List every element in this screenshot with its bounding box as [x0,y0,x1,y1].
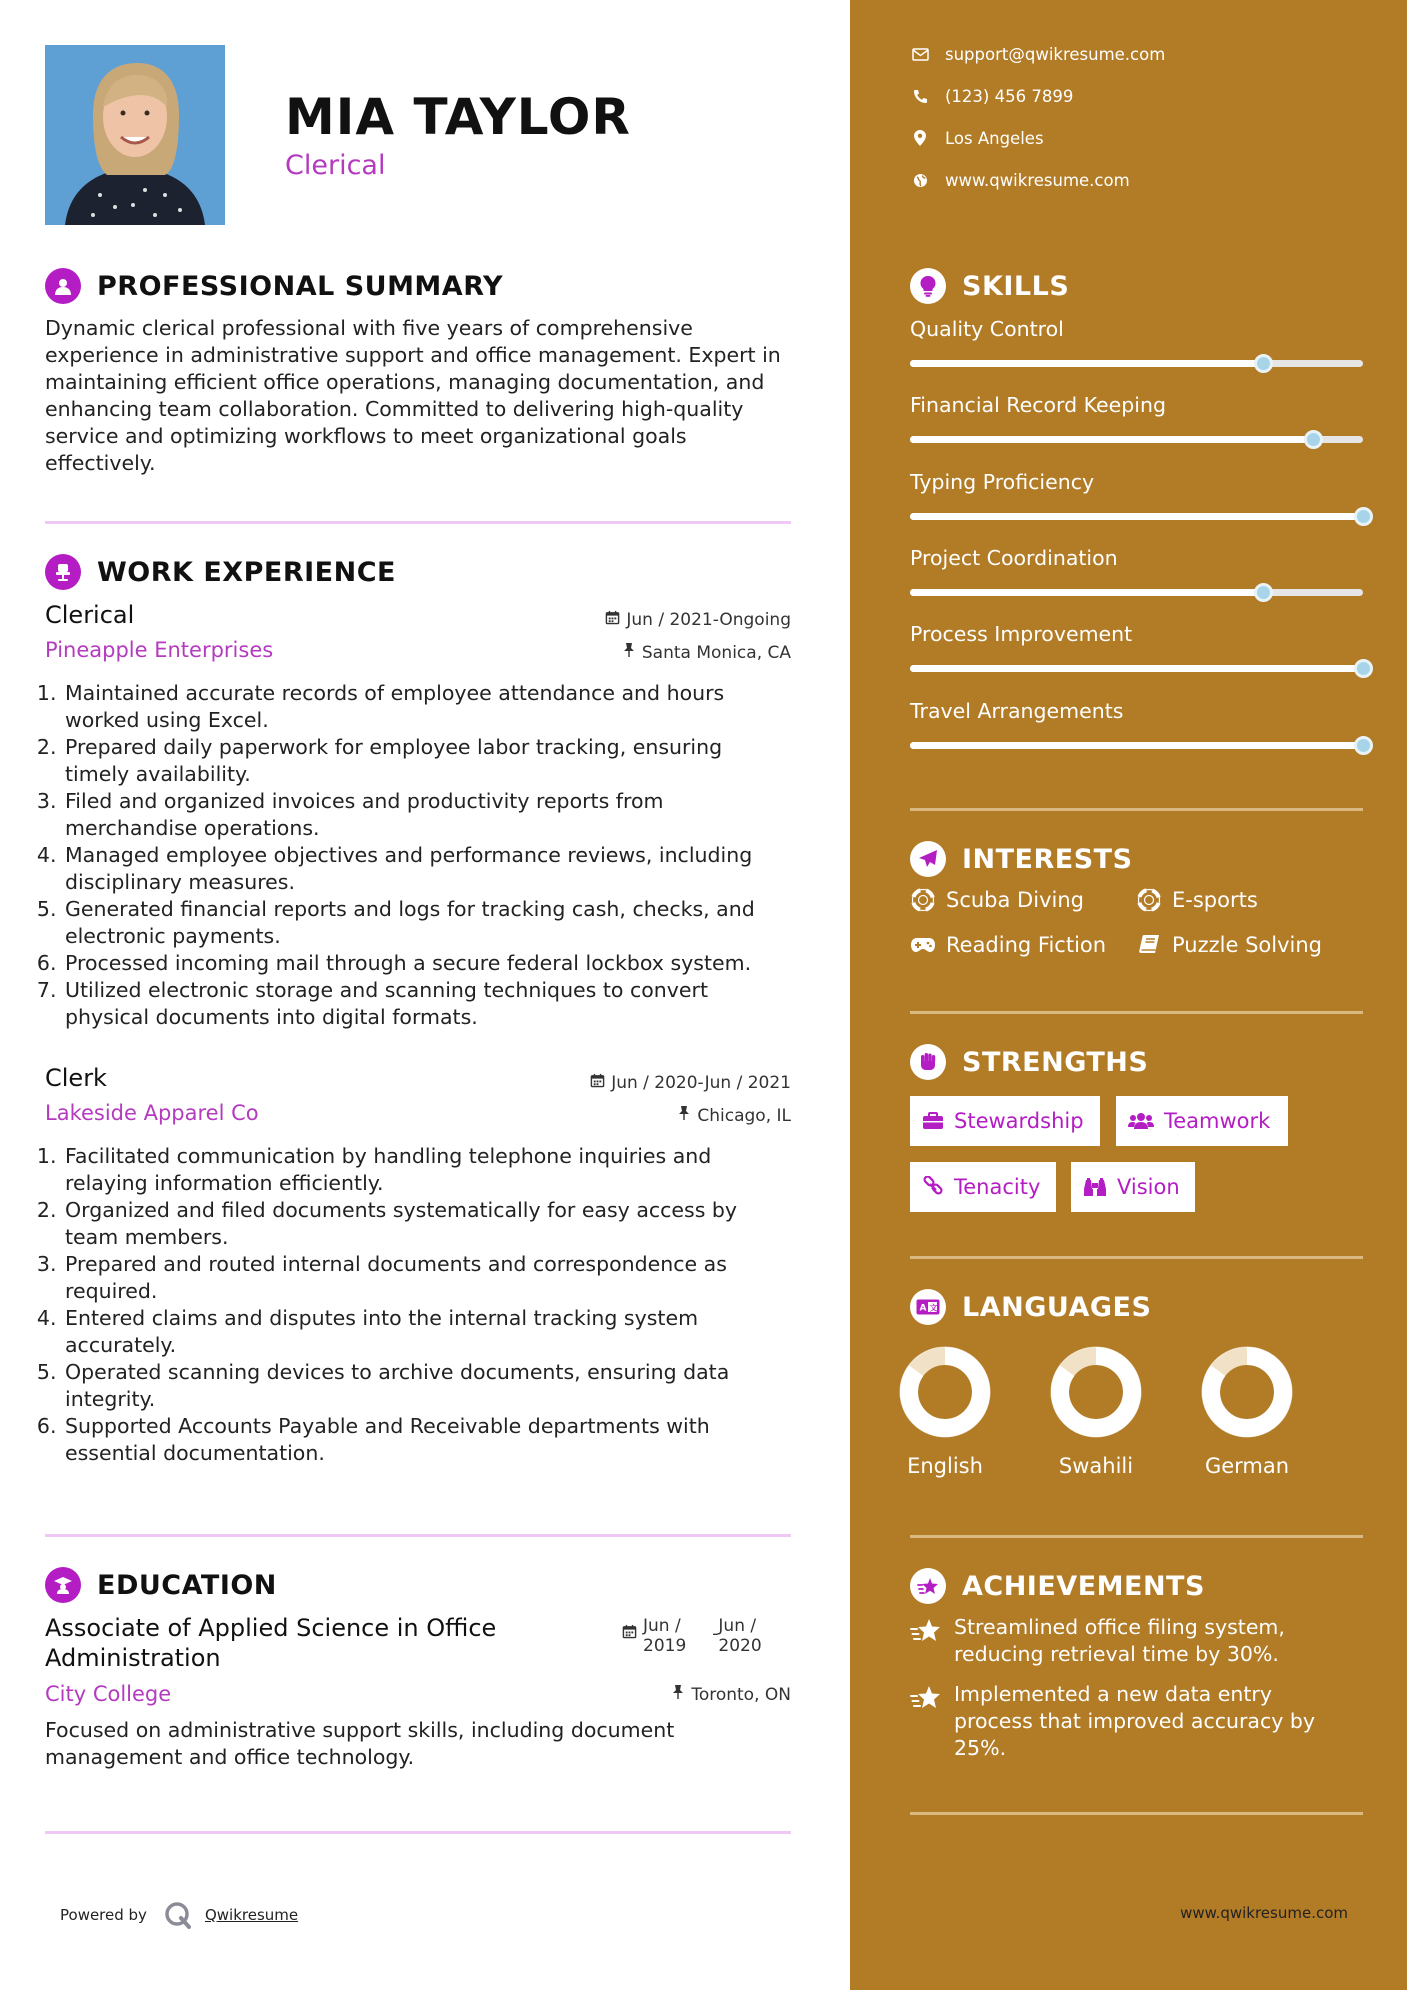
job-bullets [45,1143,790,1467]
list-item: 6. Supported Accounts Payable and Receivable departments with essential documentation. [63,1413,790,1467]
skill-item [910,470,1363,494]
skill-item [910,699,1363,723]
envelope-icon [910,44,930,64]
education-description: Focused on administrative support skills, including document management and office technology. [45,1718,675,1769]
education-heading [45,1567,277,1603]
skill-fill [910,589,1263,596]
skill-item [910,622,1363,646]
achievements-heading [910,1568,1205,1604]
list-item: 4. Managed employee objectives and performance reviews, including disciplinary measures. [63,842,790,896]
skill-track [910,360,1363,367]
strength-name: Teamwork [1164,1109,1271,1133]
interest-name: Puzzle Solving [1172,933,1322,957]
sidebar [850,0,1407,1990]
job-bullets [45,680,790,1031]
job-location-text: Santa Monica, CA [641,642,791,663]
contact-location [910,128,1044,148]
language-item [1187,1342,1307,1478]
strength-name: Tenacity [954,1175,1041,1199]
gamepad-icon [910,932,936,958]
binoculars-icon [1083,1177,1107,1197]
list-item: 2. Prepared daily paperwork for employee labor tracking, ensuring timely availability. [63,734,790,788]
calendar-icon [622,1624,637,1644]
skill-track [910,436,1363,443]
strength-chip [910,1162,1056,1212]
language-icon [910,1289,946,1325]
contact-phone-text: (123) 456 7899 [945,86,1074,106]
map-marker-icon [910,128,930,148]
achievement-item [910,1681,1350,1762]
job-dates [605,610,791,630]
language-item [1036,1342,1156,1478]
interest-item [910,887,1084,913]
summary-text: Dynamic clerical professional with five years of comprehensive experience in administrative support and office management. Expert in maintaining efficient office operations, managing documentation, and enhancing team collaboration. Committed to delivering high-quality service and optimizing workflows to meet organizational goals effectively. [45,316,781,475]
list-item: 3. Prepared and routed internal documents and correspondence as required. [63,1251,790,1305]
skill-name: Travel Arrangements [910,699,1124,723]
link-icon [922,1176,944,1198]
education-date-dash: - [712,1624,719,1644]
graduate-icon [45,1567,81,1603]
lifebuoy-icon [1136,887,1162,913]
divider [910,1535,1363,1538]
education-location-text: Toronto, ON [691,1684,791,1705]
lightbulb-icon [910,268,946,304]
language-ring [1197,1342,1297,1442]
education-title: EDUCATION [97,1569,277,1601]
interest-item [1136,887,1258,913]
experience-heading [45,554,396,590]
language-name: German [1204,1454,1290,1478]
strengths-heading [910,1044,1148,1080]
job-dates [590,1073,791,1093]
education-start-year: 2019 [643,1636,687,1656]
list-item: 5. Operated scanning devices to archive documents, ensuring data integrity. [63,1359,790,1413]
education-location [671,1684,791,1705]
skill-item [910,393,1363,417]
interest-name: E-sports [1172,888,1258,912]
skills-heading [910,268,1069,304]
divider [45,1831,791,1834]
education-degree: Associate of Applied Science in Office Administration [45,1614,497,1672]
calendar-icon [590,1073,605,1093]
achievement-text: Streamlined office filing system, reducing retrieval time by 30%. [954,1615,1285,1666]
user-icon [45,268,81,304]
interests-title: INTERESTS [962,843,1133,875]
skill-name: Quality Control [910,317,1064,341]
pin-icon [671,1684,685,1705]
job-location-text: Chicago, IL [697,1105,791,1126]
qwikresume-link[interactable]: Qwikresume [204,1906,299,1924]
languages-title: LANGUAGES [962,1291,1152,1323]
skill-track [910,742,1363,749]
education-school: City College [45,1682,172,1706]
skill-track [910,665,1363,672]
divider [45,521,791,524]
candidate-name: MIA TAYLOR [285,88,631,146]
job-company: Pineapple Enterprises [45,638,274,662]
language-item [885,1342,1005,1478]
divider [45,1534,791,1537]
education-end-month: Jun / [718,1616,757,1636]
contact-website-text: www.qwikresume.com [945,170,1130,190]
language-name: English [907,1454,983,1478]
skill-knob [1254,354,1273,373]
skill-knob [1354,507,1373,526]
job-company: Lakeside Apparel Co [45,1101,259,1125]
lifebuoy-icon [910,887,936,913]
divider [910,808,1363,811]
contact-email[interactable] [910,44,1165,64]
shooting-star-icon [910,1616,942,1648]
skill-name: Financial Record Keeping [910,393,1166,417]
achievement-text: Implemented a new data entry process that improved accuracy by 25%. [954,1682,1316,1760]
contact-location-text: Los Angeles [945,128,1044,148]
profile-photo [45,45,225,225]
skill-name: Typing Proficiency [910,470,1095,494]
job-role: Clerical [45,601,135,629]
strengths-title: STRENGTHS [962,1046,1149,1078]
education-end-year: 2020 [718,1636,762,1656]
skill-item [910,317,1363,341]
skill-item [910,546,1363,570]
job-dates-text: Jun / 2020-Jun / 2021 [611,1073,791,1093]
list-item: 5. Generated financial reports and logs for tracking cash, checks, and electronic payments. [63,896,790,950]
list-item: 3. Filed and organized invoices and productivity reports from merchandise operations. [63,788,790,842]
phone-icon [910,86,930,106]
skill-fill [910,665,1363,672]
candidate-title: Clerical [285,150,386,181]
education-start-month: Jun / [643,1616,681,1636]
skill-fill [910,742,1363,749]
svg-text:文: 文 [929,1303,938,1313]
book-icon [1136,932,1162,958]
qwikresume-logo-icon [163,1900,193,1930]
contact-email-text: support@qwikresume.com [945,44,1166,64]
list-item: 1. Maintained accurate records of employee attendance and hours worked using Excel. [63,680,790,734]
list-item: 1. Facilitated communication by handling telephone inquiries and relaying information efficiently. [63,1143,790,1197]
interest-name: Reading Fiction [946,933,1107,957]
skill-track [910,513,1363,520]
job-location [622,642,791,663]
skill-name: Project Coordination [910,546,1118,570]
education-start [643,1616,686,1656]
strength-name: Vision [1117,1175,1180,1199]
pin-icon [622,642,636,663]
interest-item [910,932,1106,958]
globe-icon [910,170,930,190]
skill-fill [910,360,1263,367]
job-dates-text: Jun / 2021-Ongoing [626,610,791,630]
interest-name: Scuba Diving [946,888,1084,912]
briefcase-icon [922,1112,944,1130]
job-location [677,1105,791,1126]
interests-heading [910,841,1133,877]
divider [910,1256,1363,1259]
office-chair-icon [45,554,81,590]
svg-text:A: A [919,1303,927,1314]
divider [910,1011,1363,1014]
strength-name: Stewardship [954,1109,1084,1133]
powered-by [60,1900,298,1930]
experience-title: WORK EXPERIENCE [97,556,396,588]
interest-item [1136,932,1322,958]
strength-chip [910,1096,1100,1146]
footer-website[interactable]: www.qwikresume.com [1180,1904,1348,1922]
list-item: 2. Organized and filed documents systematically for easy access by team members. [63,1197,790,1251]
language-name: Swahili [1058,1454,1134,1478]
divider [910,1812,1363,1815]
contact-phone[interactable] [910,86,1073,106]
skill-knob [1354,736,1373,755]
skill-knob [1304,430,1323,449]
skill-name: Process Improvement [910,622,1133,646]
skill-track [910,589,1363,596]
language-ring [895,1342,995,1442]
job-role: Clerk [45,1064,107,1092]
languages-heading [910,1289,1151,1325]
fist-icon [910,1044,946,1080]
contact-website[interactable] [910,170,1130,190]
skill-knob [1254,583,1273,602]
pin-icon [677,1105,691,1126]
education-dates [622,1616,762,1656]
skills-title: SKILLS [962,270,1070,302]
achievements-title: ACHIEVEMENTS [962,1570,1205,1602]
shooting-star-icon [910,1683,942,1715]
skill-knob [1354,659,1373,678]
calendar-icon [605,610,620,630]
summary-heading [45,268,503,304]
language-ring [1046,1342,1146,1442]
list-item: 7. Utilized electronic storage and scanning techniques to convert physical documents into digital formats. [63,977,790,1031]
skill-fill [910,513,1363,520]
list-item: 4. Entered claims and disputes into the internal tracking system accurately. [63,1305,790,1359]
users-icon [1128,1112,1154,1130]
powered-by-label: Powered by [60,1906,147,1924]
shooting-star-icon [910,1568,946,1604]
strength-chip [1071,1162,1195,1212]
education-end [712,1616,761,1656]
skill-fill [910,436,1313,443]
list-item: 6. Processed incoming mail through a secure federal lockbox system. [63,950,790,977]
summary-title: PROFESSIONAL SUMMARY [97,270,504,302]
paper-plane-icon [910,841,946,877]
achievement-item [910,1614,1350,1668]
strength-chip [1116,1096,1288,1146]
